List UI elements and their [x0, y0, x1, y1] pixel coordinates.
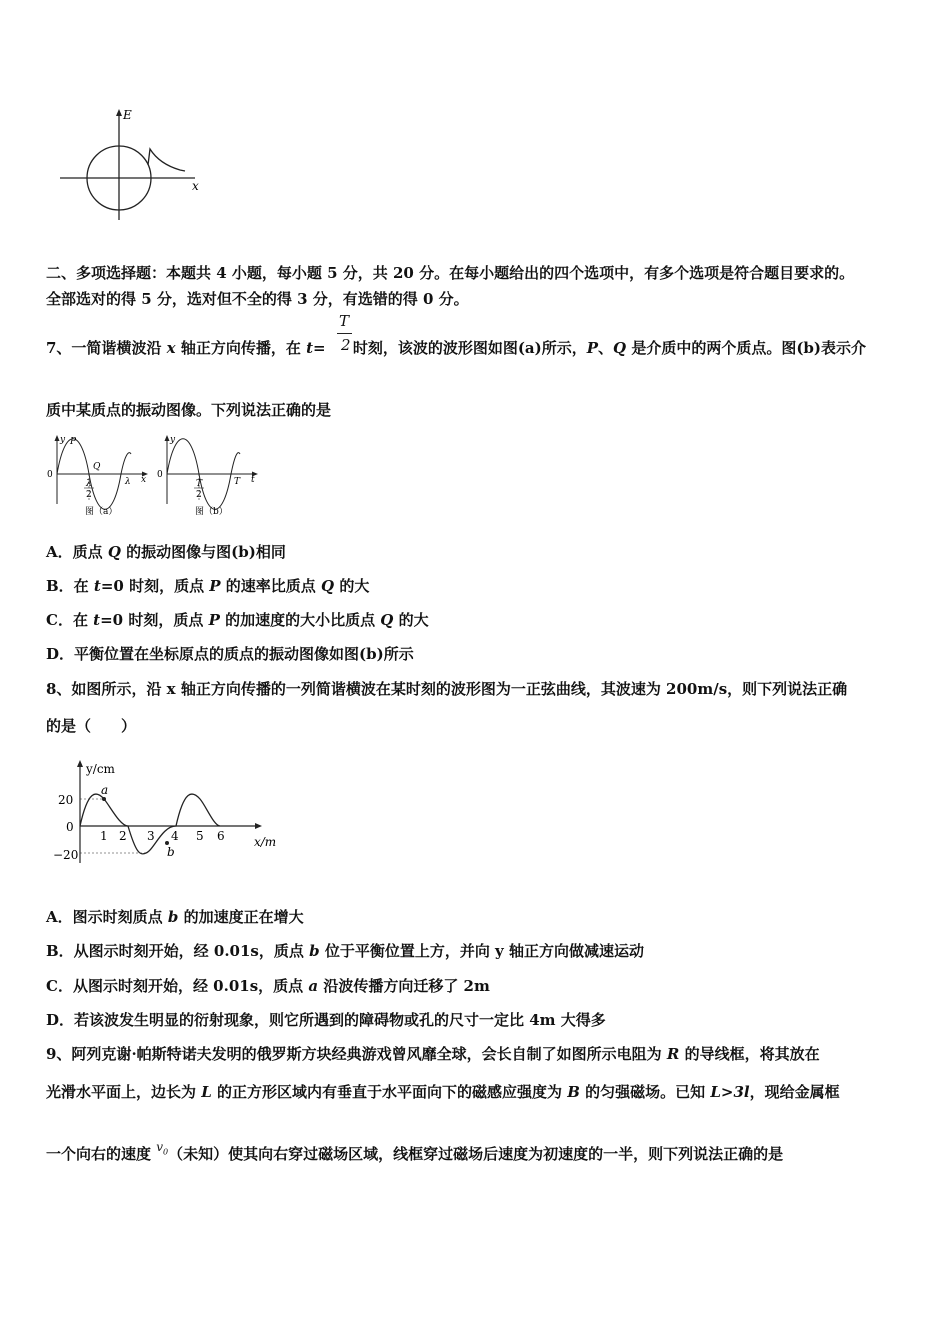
q7-option-d[interactable]: D．平衡位置在坐标原点的质点的振动图像如图(b)所示 [46, 645, 414, 663]
fig-a-half-lambda-num: λ [86, 479, 92, 489]
option-text: 的加速度正在增大 [178, 908, 304, 926]
q8-wave-figure [50, 758, 290, 868]
q8-y-axis-label: y/cm [86, 762, 115, 776]
q9-v0 [156, 1140, 169, 1157]
fig-b-y-label: y [170, 435, 176, 445]
x-tick-2: 2 [119, 829, 127, 843]
q7-text: 轴正方向传播，在 [175, 339, 307, 357]
q9-text: 光滑水平面上，边长为 [46, 1083, 202, 1101]
q8-point-a: a [101, 783, 109, 797]
fraction-denominator: 2 [341, 336, 351, 354]
e-field-figure [55, 105, 205, 230]
q7-var-t: t [306, 339, 314, 357]
q7-stem-line1 [46, 337, 866, 358]
q9-text: 的正方形区域内有垂直于水平面向下的磁感应强度为 [211, 1083, 568, 1101]
q9-text: 一个向右的速度 [46, 1145, 157, 1163]
fig-b-half-t-den: 2 [196, 490, 202, 500]
x-tick-3: 3 [147, 829, 155, 843]
fig-a-lambda: λ [125, 477, 131, 487]
fig-a-caption: 图（a） [85, 507, 118, 517]
option-var: P [209, 577, 221, 595]
q9-condition: L>3l [710, 1083, 750, 1101]
e-axis-label: E [123, 108, 132, 122]
section-scoring: 全部选对的得 5 分，选对但不全的得 3 分，有选错的得 0 分。 [46, 290, 469, 308]
fig-a-point-q: Q [93, 462, 101, 472]
option-var: t [93, 611, 101, 629]
section-heading: 二、多项选择题：本题共 4 小题，每小题 5 分，共 20 分。在每小题给出的四个选项中，有多个选项是符合题目要求的。 [46, 264, 855, 282]
option-text: 的振动图像与图(b)相同 [120, 543, 286, 561]
q8-option-a[interactable] [46, 906, 304, 927]
q7-var-x: x [166, 339, 176, 357]
q9-text: （未知）使其向右穿过磁场区域，线框穿过磁场后速度为初速度的一半，则下列说法正确的是 [168, 1145, 784, 1163]
q9-v0-subscript: 0 [163, 1147, 169, 1157]
option-var: Q [380, 611, 394, 629]
option-text: B．在 [46, 577, 94, 595]
fraction-bar [337, 333, 352, 334]
q7-text: 7、一简谐横波沿 [46, 339, 167, 357]
y-tick-20: 20 [58, 793, 74, 807]
y-tick-neg20: −20 [53, 848, 79, 862]
q7-sep: 、 [598, 339, 614, 357]
fig-a-origin: 0 [47, 470, 53, 480]
fig-b-half-t-num: T [196, 479, 203, 489]
q8-stem-line1: 8、如图所示，沿 x 轴正方向传播的一列简谐横波在某时刻的波形图为一正弦曲线，其波速为 200m/s，则下列说法正确 [46, 680, 848, 698]
x-tick-6: 6 [217, 829, 225, 843]
q9-text: 的匀强磁场。已知 [579, 1083, 711, 1101]
q7-var-q: Q [613, 339, 627, 357]
fig-a-half-lambda-den: 2 [86, 490, 92, 500]
q7-eq: = [313, 339, 326, 357]
q7-var-p: P [586, 339, 599, 357]
q8-stem-line2: 的是（ ） [46, 717, 137, 735]
q8-x-axis-label: x/m [254, 835, 277, 849]
option-text: A．质点 [46, 543, 108, 561]
x-axis-label: x [192, 179, 199, 193]
option-text: A．图示时刻质点 [46, 908, 168, 926]
option-var: a [308, 977, 319, 995]
q9-stem-line3 [46, 1140, 784, 1164]
option-var: P [208, 611, 220, 629]
option-text: 沿波传播方向迁移了 2m [318, 977, 490, 995]
x-tick-1: 1 [100, 829, 108, 843]
option-var: b [167, 908, 179, 926]
option-text: C．在 [46, 611, 94, 629]
q7-option-c[interactable] [46, 609, 429, 630]
q8-point-b: b [167, 845, 175, 859]
q7-wave-figures [45, 432, 270, 522]
q7-text: 时刻，该波的波形图如图(a)所示， [347, 339, 587, 357]
q8-option-d[interactable]: D．若该波发生明显的衍射现象，则它所遇到的障碍物或孔的尺寸一定比 4m 大得多 [46, 1011, 606, 1029]
option-text: =0 时刻，质点 [100, 611, 209, 629]
fig-b-origin: 0 [157, 470, 163, 480]
option-text: B．从图示时刻开始，经 0.01s，质点 [46, 942, 310, 960]
fig-a-y-label: y [60, 435, 66, 445]
q9-var-b: B [567, 1083, 580, 1101]
q7-option-b[interactable] [46, 575, 369, 596]
q9-var-r: R [666, 1045, 680, 1063]
q8-option-b[interactable] [46, 940, 644, 961]
q7-stem-line2: 质中某质点的振动图像。下列说法正确的是 [46, 401, 332, 419]
option-text: 的大 [393, 611, 429, 629]
q7-text: 是介质中的两个质点。图(b)表示介 [626, 339, 867, 357]
option-text: 位于平衡位置上方，并向 y 轴正方向做减速运动 [319, 942, 644, 960]
q9-text: 9、阿列克谢·帕斯特诺夫发明的俄罗斯方块经典游戏曾风靡全球，会长自制了如图所示电阻为 [46, 1045, 667, 1063]
q9-var-l: L [201, 1083, 212, 1101]
option-text: 的速率比质点 [220, 577, 322, 595]
fig-a-point-p: P [70, 437, 77, 447]
q9-v0-symbol: v [156, 1140, 164, 1154]
q9-stem-line2 [46, 1081, 840, 1102]
option-var: t [93, 577, 101, 595]
option-text: 的大 [334, 577, 370, 595]
x-tick-4: 4 [171, 829, 179, 843]
q8-y-tick-labels [53, 793, 78, 862]
x-tick-5: 5 [196, 829, 204, 843]
fig-b-caption: 图（b） [195, 507, 228, 517]
y-tick-0: 0 [66, 820, 74, 834]
option-var: b [309, 942, 320, 960]
option-text: 的加速度的大小比质点 [219, 611, 381, 629]
q7-option-a[interactable] [46, 541, 286, 562]
q8-x-tick-labels [100, 829, 225, 843]
option-var: Q [321, 577, 335, 595]
fraction-numerator: T [339, 312, 350, 330]
fig-b-period: T [234, 477, 241, 487]
option-var: Q [107, 543, 121, 561]
fig-b-t-label: t [251, 475, 255, 485]
q8-option-c[interactable] [46, 975, 490, 996]
q9-stem-line1 [46, 1043, 820, 1064]
option-text: =0 时刻，质点 [100, 577, 210, 595]
q9-text: ，现给金属框 [749, 1083, 840, 1101]
option-text: C．从图示时刻开始，经 0.01s，质点 [46, 977, 309, 995]
q9-text: 的导线框，将其放在 [679, 1045, 820, 1063]
fig-a-x-label: x [141, 475, 147, 485]
